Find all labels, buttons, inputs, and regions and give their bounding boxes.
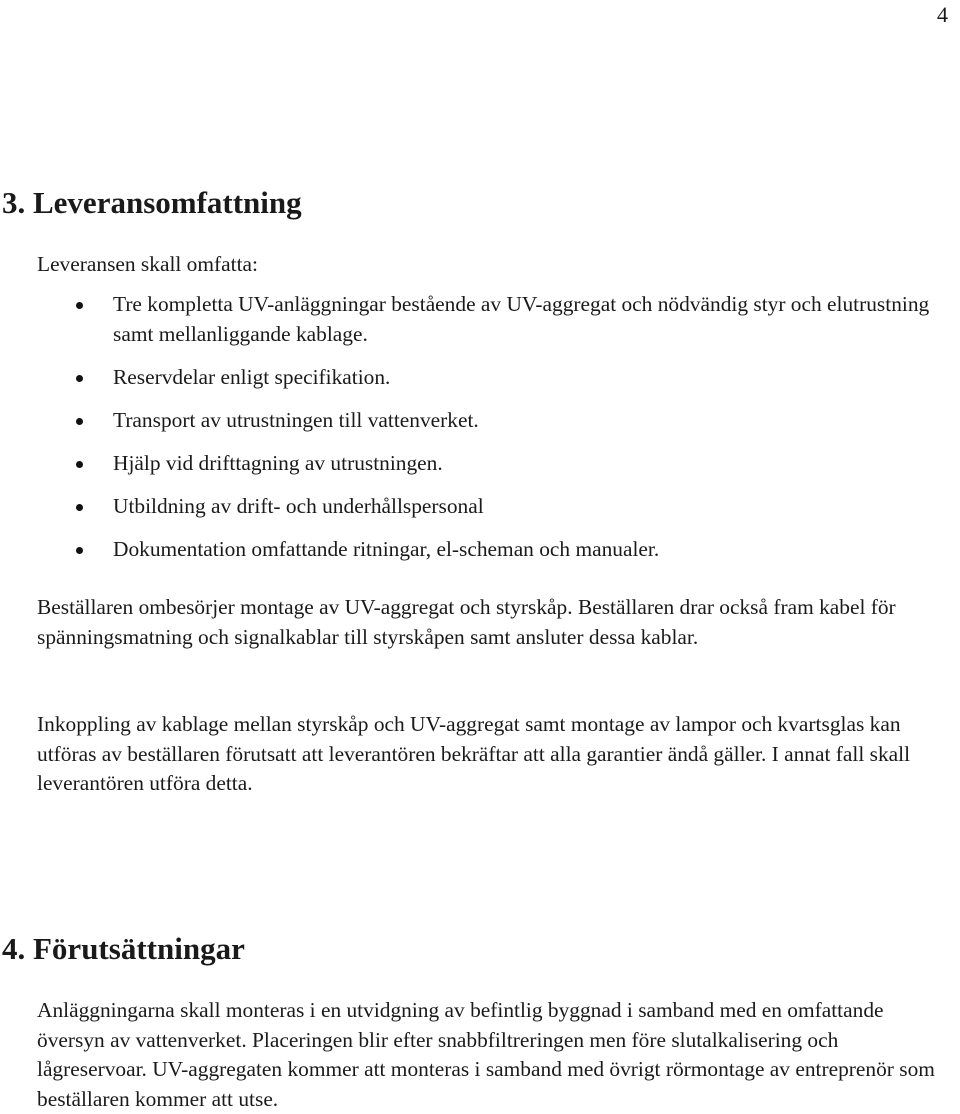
bullet-dot-icon <box>76 547 83 554</box>
section-4-heading: 4. Förutsättningar <box>2 931 245 966</box>
bullet-dot-icon <box>76 375 83 382</box>
section-3-intro: Leveransen skall omfatta: <box>37 252 258 276</box>
bullet-item <box>0 406 960 436</box>
bullet-item <box>0 535 960 565</box>
bullet-text: Transport av utrustningen till vattenverket. <box>113 407 479 432</box>
bullet-item <box>0 449 960 479</box>
scope-bullet-list <box>0 290 960 578</box>
bullet-item <box>0 492 960 522</box>
bullet-dot-icon <box>76 302 83 309</box>
section-4-paragraph-1: Anläggningarna skall monteras i en utvidgning av befintlig byggnad i samband med en omfattande översyn av vattenverket. Placeringen blir efter snabbfiltreringen men före slutalkalisering och lågreservoar. UV-aggregaten kommer att monteras i samband med övrigt rörmontage av entreprenör som beställaren kommer att utse. <box>37 998 935 1111</box>
section-3-paragraph-2: Inkoppling av kablage mellan styrskåp och UV-aggregat samt montage av lampor och kvartsglas kan utföras av beställaren förutsatt att leverantören bekräftar att alla garantier ändå gäller. I annat fall skall leverantören utföra detta. <box>37 712 911 795</box>
bullet-item <box>0 290 960 349</box>
section-3-paragraph-1: Beställaren ombesörjer montage av UV-aggregat och styrskåp. Beställaren drar också fram kabel för spänningsmatning och signalkablar till styrskåpen samt ansluter dessa kablar. <box>37 595 896 649</box>
bullet-dot-icon <box>76 504 83 511</box>
bullet-text: Reservdelar enligt specifikation. <box>113 364 391 389</box>
bullet-text: Tre kompletta UV-anläggningar bestående av UV-aggregat och nödvändig styr och elutrustning samt mellanliggande kablage. <box>113 292 930 346</box>
page-number: 4 <box>937 2 948 27</box>
bullet-text: Utbildning av drift- och underhållspersonal <box>113 493 484 518</box>
bullet-item <box>0 363 960 393</box>
section-3-heading: 3. Leveransomfattning <box>2 185 302 220</box>
bullet-dot-icon <box>76 461 83 468</box>
bullet-dot-icon <box>76 418 83 425</box>
bullet-text: Dokumentation omfattande ritningar, el-scheman och manualer. <box>113 536 660 561</box>
bullet-text: Hjälp vid drifttagning av utrustningen. <box>113 450 443 475</box>
